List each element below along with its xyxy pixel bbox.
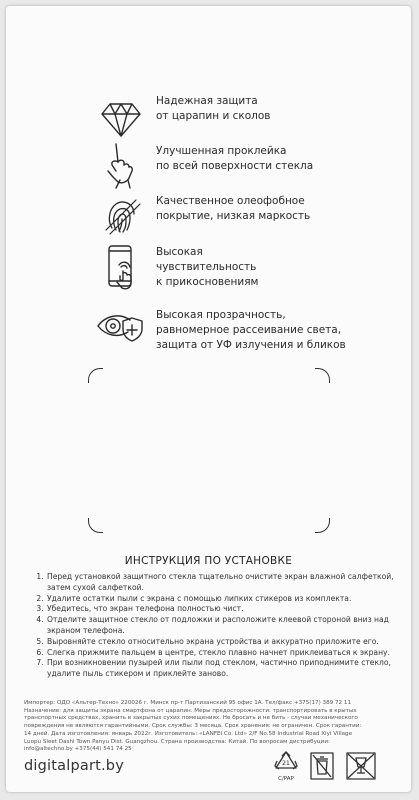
screen-corner-mark <box>88 368 103 383</box>
feature-line: Улучшенная проклейка <box>156 145 287 157</box>
website-label: digitalpart.by <box>24 758 124 774</box>
screen-corner-mark <box>315 368 330 383</box>
feature-text <box>156 94 270 124</box>
phone-touch-icon <box>96 243 146 293</box>
feature-line: по всей поверхности стекла <box>156 160 314 172</box>
screen-corner-mark <box>315 518 330 533</box>
eye-shield-icon <box>96 302 146 352</box>
hand-pointing-icon <box>96 140 146 190</box>
fine-print-line: Назначение: для защиты экрана смартфона от царапин. Меры предосторожности: транспортировать в крытых <box>24 707 357 714</box>
feature-line: Качественное олеофобное <box>156 195 305 207</box>
instruction-step: 6. Слегка прижмите пальцем в центре, стекло плавно начнет приклеиваться к экрану. <box>46 648 411 659</box>
fine-print-line: транспортных средствах, хранить в закрытых сухих помещениях. Не бросать и не бить - случаи механического <box>24 715 358 722</box>
feature-scratch-protection <box>6 94 411 144</box>
feature-line: Надежная защита <box>156 95 258 107</box>
screen-corner-mark <box>88 518 103 533</box>
feature-line: покрытие, низкая маркость <box>156 210 311 222</box>
fine-print-line: Luopu Sleet Dashi Town Panyu Dist. Guangzhou. Страна производства: Китай. По вопросам дистрибуции: <box>24 738 330 745</box>
recycle-icon <box>273 751 299 785</box>
recycle-code: C/PAP <box>278 776 294 782</box>
feature-text <box>156 245 258 290</box>
feature-line: равномерное рассеивание света, <box>156 324 342 336</box>
feature-line: Высокая <box>156 246 203 258</box>
not-glass-icon <box>345 751 377 781</box>
fine-print-line: повреждения не являются гарантийными. Срок службы: 3 месяца. Срок хранения: не ограничен. Срок гарантии: <box>24 723 362 730</box>
instruction-step: 5. Выровняйте стекло относительно экрана устройства и аккуратно приложите его. <box>46 637 411 648</box>
feature-oleophobic <box>6 190 411 240</box>
feature-adhesion <box>6 140 411 190</box>
instruction-step: 2. Удалите остатки пыли с экрана с помощью липких стикеров из комплекта. <box>46 594 411 605</box>
instruction-step: 3. Убедитесь, что экран телефона полностью чист. <box>46 604 411 615</box>
legal-fine-print <box>24 700 398 754</box>
fine-print-line: info@altechno.by +375(44) 541 74 25 <box>24 746 132 753</box>
instruction-step: 7. При возникновении пузырей или пыли под стеклом, частично приподнимите стекло, удалите пыль стикером и приклейте заново. <box>46 658 411 680</box>
instruction-step: 4. Отделите защитное стекло от подложки и расположите клеевой стороной вниз над экраном телефона. <box>46 615 411 637</box>
fine-print-line: 14 дней. Дата изготовления: январь 2022г. Изготовитель: «LANFEI Co. Ltd» 2/F No.58 Industrial Road Xiyi Village <box>24 730 353 737</box>
instruction-step: 1. Перед установкой защитного стекла тщательно очистите экран влажной салфеткой, затем сухой салфеткой. <box>46 572 411 594</box>
feature-text <box>156 144 313 174</box>
instructions-title: ИНСТРУКЦИЯ ПО УСТАНОВКЕ <box>124 555 293 567</box>
packaging-card <box>6 6 411 792</box>
feature-sensitivity <box>6 243 411 293</box>
feature-line: к прикосновениям <box>156 276 259 288</box>
crossed-bin-icon <box>309 751 335 781</box>
recycle-number: 21 <box>282 760 290 767</box>
feature-line: Высокая прозрачность, <box>156 309 286 321</box>
feature-text <box>156 194 310 224</box>
feature-line: защита от УФ излучения и бликов <box>156 339 346 351</box>
feature-text <box>156 308 346 353</box>
feature-transparency <box>6 302 411 352</box>
fingerprint-icon <box>96 190 146 240</box>
feature-line: чувствительность <box>156 261 257 273</box>
feature-line: от царапин и сколов <box>156 110 271 122</box>
instructions-list <box>32 572 411 680</box>
diamond-icon <box>96 94 146 144</box>
fine-print-line: Импортер: ОДО «Альтер-Техно» 220026 г. Минск пр-т Партизанский 95 офис 1А. Тел/факс +375(17) 389 72 11 <box>24 700 352 706</box>
